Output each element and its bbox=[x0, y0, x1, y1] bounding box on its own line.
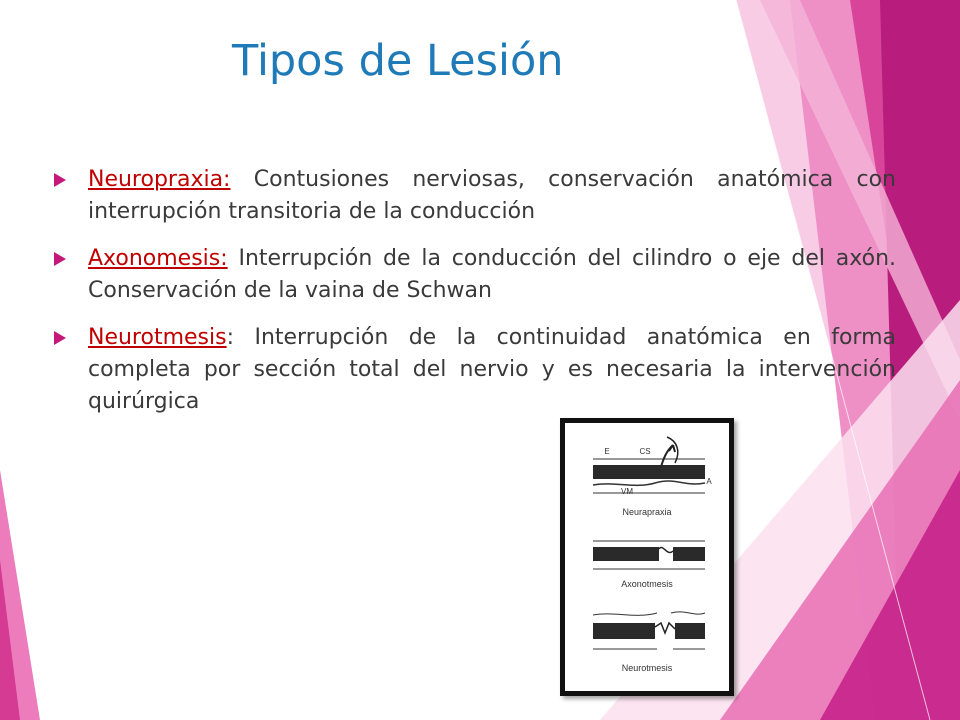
caption-axonotmesis: Axonotmesis bbox=[621, 579, 673, 589]
bullet-axonomesis bbox=[48, 243, 896, 307]
figure-label-a: A bbox=[706, 477, 712, 486]
bullet-text: Interrupción de la conducción del cilindro o eje del axón. Conservación de la vaina de Schwan bbox=[88, 246, 896, 303]
triangle-bullet-icon bbox=[54, 252, 66, 266]
caption-neurotmesis: Neurotmesis bbox=[621, 663, 673, 673]
bullet-list bbox=[48, 164, 896, 433]
triangle-bullet-icon bbox=[54, 331, 66, 345]
figure-label-cs: CS bbox=[639, 447, 651, 456]
term-separator: : bbox=[226, 325, 235, 350]
term-neurotmesis: Neurotmesis bbox=[88, 325, 227, 350]
term-neuropraxia: Neuropraxia: bbox=[88, 167, 231, 192]
nerve-injury-figure bbox=[560, 418, 734, 696]
bullet-neurotmesis bbox=[48, 322, 896, 418]
caption-neurapraxia: Neurapraxia bbox=[622, 507, 672, 517]
bullet-neuropraxia bbox=[48, 164, 896, 228]
figure-label-vm: VM bbox=[621, 487, 633, 496]
bullet-text: Interrupción de la continuidad anatómica en forma completa por sección total del nervio y es necesaria la intervención quirúrgica bbox=[88, 325, 896, 414]
triangle-bullet-icon bbox=[54, 173, 66, 187]
nerve-diagram bbox=[565, 423, 729, 691]
figure-label-e: E bbox=[604, 447, 610, 456]
term-axonomesis: Axonomesis: bbox=[88, 246, 228, 271]
bullet-text: Contusiones nerviosas, conservación anatómica con interrupción transitoria de la conducción bbox=[88, 167, 896, 224]
slide-title: Tipos de Lesión bbox=[232, 36, 564, 86]
